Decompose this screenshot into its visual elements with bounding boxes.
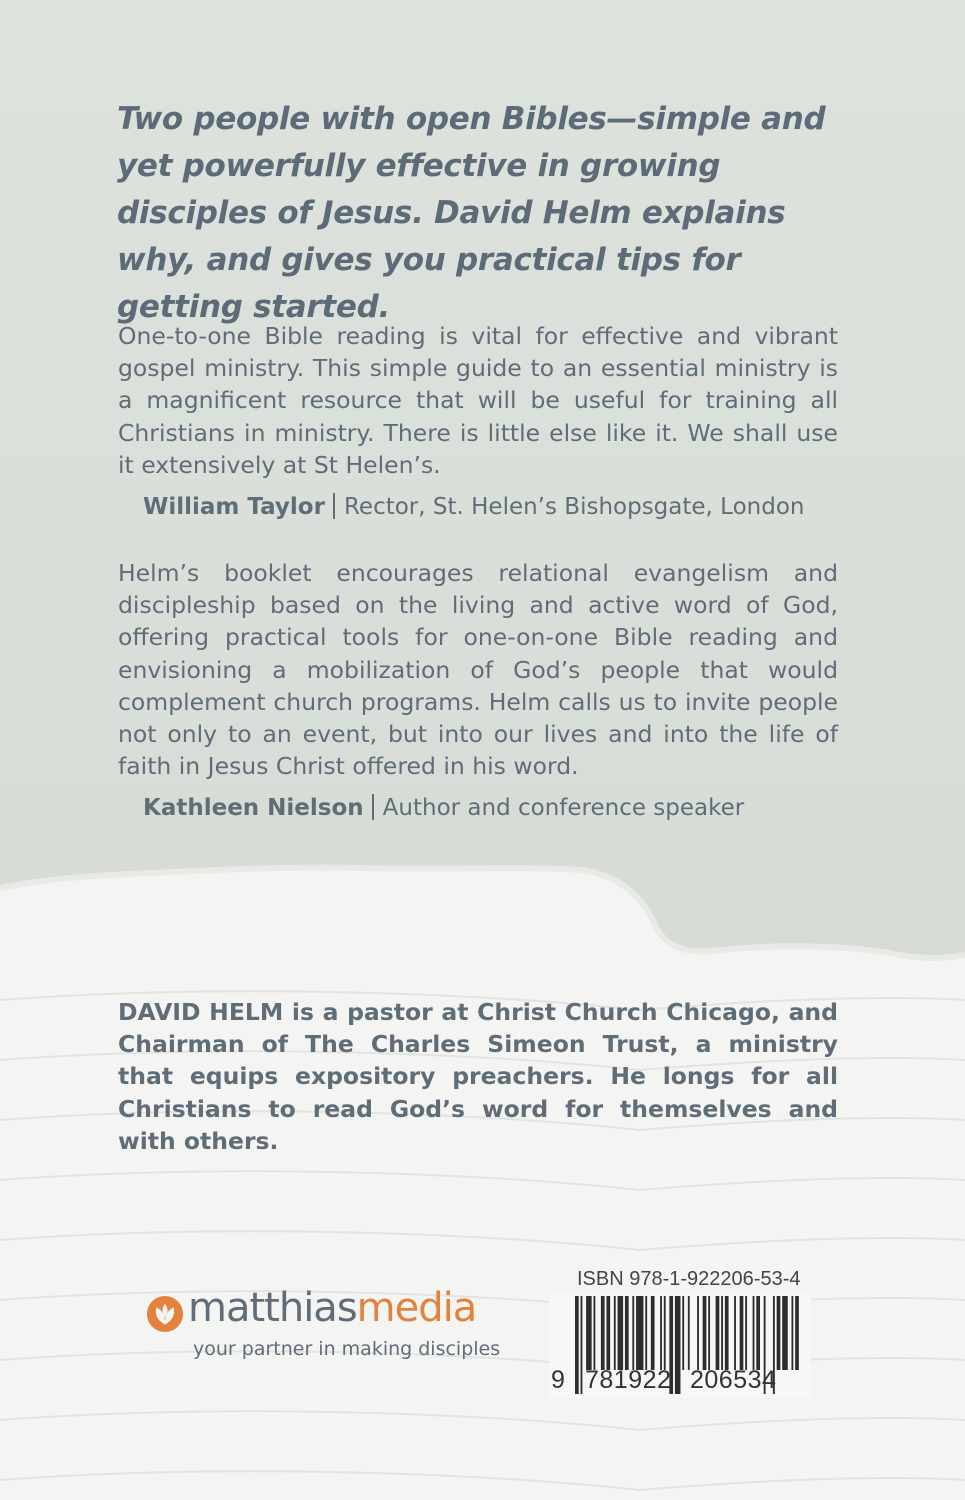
endorsement-attribution-nielson: [143, 794, 744, 821]
barcode-bar: [782, 1296, 788, 1370]
barcode-bar: [721, 1296, 723, 1370]
divider: [372, 794, 374, 820]
endorser-name: William Taylor: [143, 494, 325, 520]
leaf-emblem-icon: [146, 1295, 184, 1333]
barcode-bar: [651, 1296, 655, 1370]
isbn-label: ISBN 978-1-922206-53-4: [577, 1268, 801, 1290]
barcode-bar: [745, 1296, 747, 1370]
barcode-bar: [697, 1296, 699, 1370]
barcode-bar: [660, 1296, 662, 1370]
barcode-digit-first: 9: [551, 1366, 566, 1394]
barcode-bar: [725, 1296, 729, 1370]
endorsement-quote-nielson: Helm’s booklet encourages relational evangelism and discipleship based on the living and active word of God, offering practical tools for one-on-one Bible reading and envisioning a mobilization of God’s people that would complement church programs. Helm calls us to invite people not only to an event, but into our lives and into the life of faith in Jesus Christ offered in his word.: [118, 559, 838, 781]
barcode-bar: [645, 1296, 647, 1370]
barcode-bar: [791, 1296, 793, 1370]
endorser-role: Rector, St. Helen’s Bishopsgate, London: [343, 494, 805, 520]
endorsement-quote-taylor: One-to-one Bible reading is vital for effective and vibrant gospel ministry. This simple guide to an essential ministry is a magnificent resource that will be useful for training all Christians in ministry. There is little else like it. We shall use it extensively at St Helen’s.: [118, 322, 838, 479]
author-bio: DAVID HELM is a pastor at Christ Church Chicago, and Chairman of The Charles Simeon Trust, a ministry that equips expository preachers. He longs for all Christians to read God’s word for themselves and with others.: [118, 998, 838, 1155]
publisher-logo: [146, 1285, 546, 1378]
barcode-bar: [586, 1296, 592, 1370]
barcode-bar: [703, 1296, 707, 1370]
barcode-bar: [756, 1296, 760, 1370]
barcode-digits-left: 781922: [585, 1366, 672, 1394]
barcode-bar: [740, 1296, 744, 1370]
tagline: Two people with open Bibles—simple and yet powerfully effective in growing disciples of Jesus. David Helm explains why, and gives you practical tips for getting started.: [117, 101, 826, 325]
publisher-name-part1: matthias: [188, 1285, 357, 1331]
barcode-bar: [575, 1296, 579, 1394]
barcode-bar: [716, 1296, 720, 1370]
endorser-role: Author and conference speaker: [382, 795, 745, 821]
publisher-name-part2: media: [356, 1285, 477, 1331]
barcode-bar: [753, 1296, 755, 1370]
barcode-bar: [734, 1296, 736, 1370]
barcode-bar: [594, 1296, 596, 1370]
barcode-bar: [682, 1296, 684, 1370]
barcode-bar: [664, 1296, 666, 1370]
barcode-bar: [625, 1296, 629, 1370]
barcode-bar: [795, 1296, 799, 1370]
barcode-bar: [601, 1296, 605, 1370]
barcode-bar: [581, 1296, 583, 1394]
barcode-bar: [688, 1296, 690, 1370]
endorsement-attribution-taylor: [143, 493, 804, 520]
barcode-bar: [606, 1296, 610, 1370]
barcode-bar: [618, 1296, 624, 1370]
barcode-digits-right: 206534: [690, 1366, 777, 1394]
barcode-bar: [614, 1296, 616, 1370]
barcode-bar: [675, 1296, 681, 1394]
publisher-tagline: your partner in making disciples: [193, 1338, 501, 1360]
endorser-name: Kathleen Nielson: [143, 795, 364, 821]
barcode-bar: [632, 1296, 634, 1370]
barcode-bar: [777, 1296, 781, 1370]
barcode-bar: [636, 1296, 643, 1370]
divider: [333, 493, 335, 519]
barcode-bar: [708, 1296, 710, 1370]
publisher-name: [188, 1285, 476, 1331]
